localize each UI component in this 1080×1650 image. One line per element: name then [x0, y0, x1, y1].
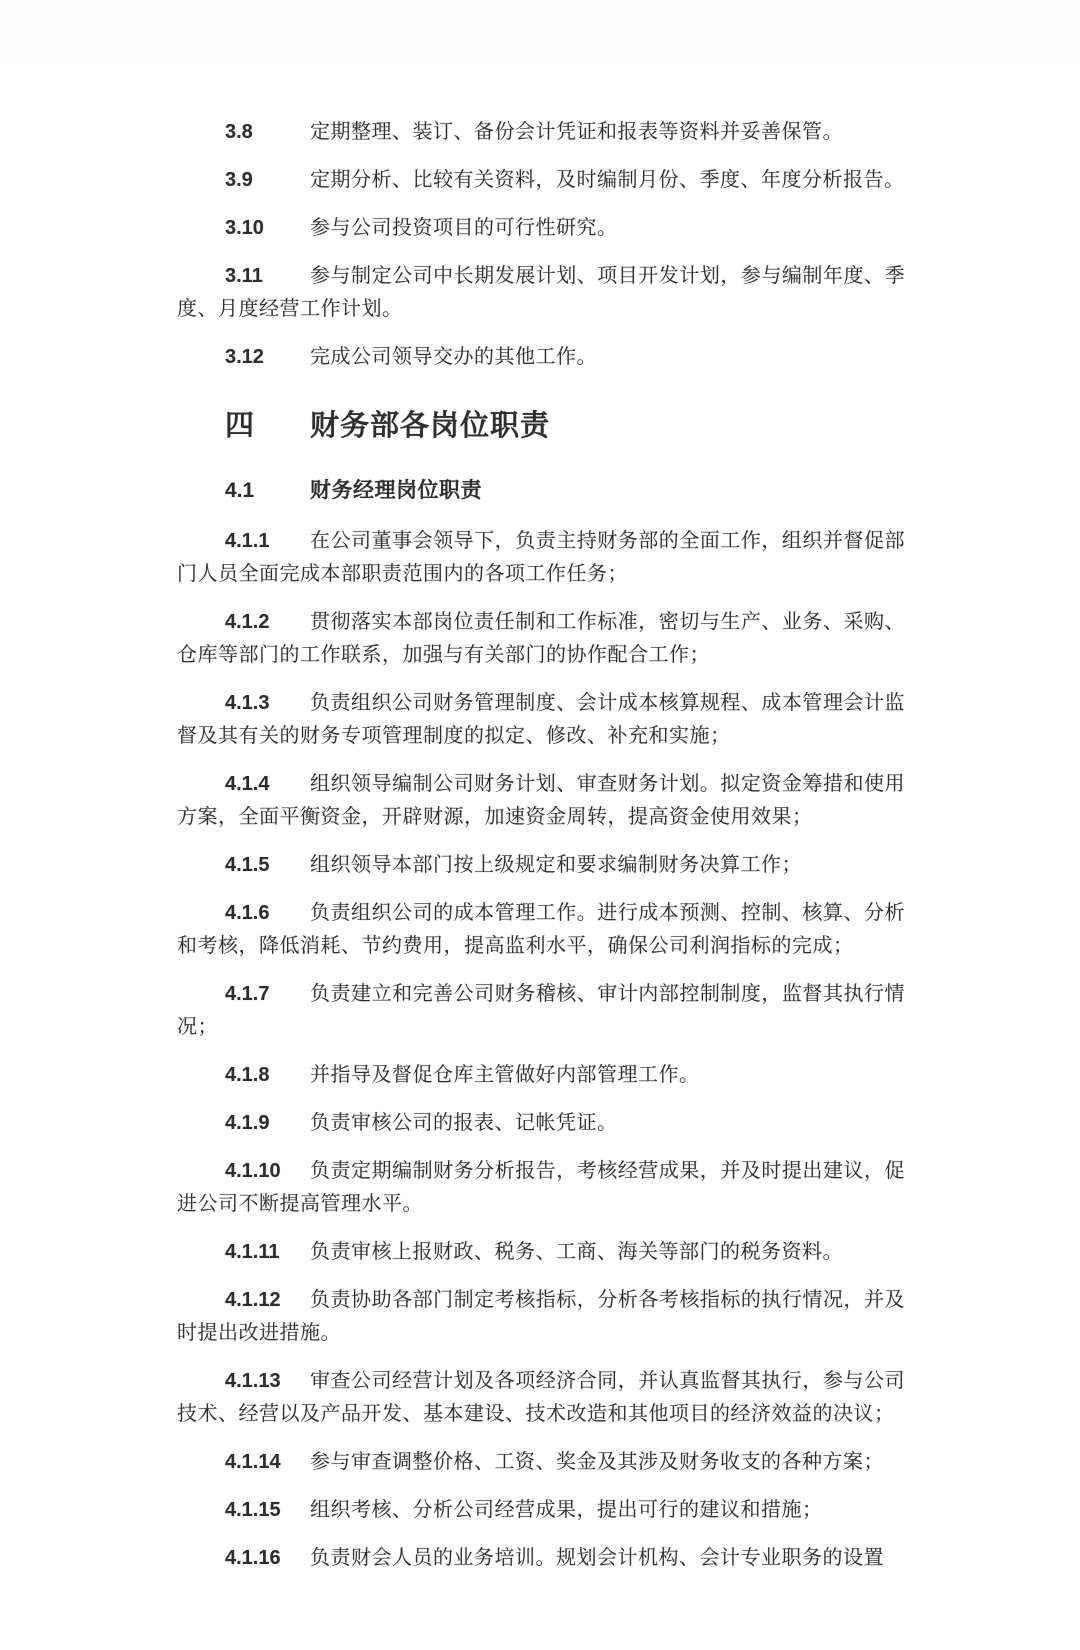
clause-paragraph: [177, 260, 905, 326]
clause-number: 4.1.1: [225, 530, 270, 552]
clause-paragraph: [177, 341, 905, 374]
clause-text: 负责组织公司的成本管理工作。进行成本预测、控制、核算、分析和考核，降低消耗、节约费用，提高监利水平，确保公司利润指标的完成；: [177, 902, 905, 957]
clause-paragraph: [177, 1446, 905, 1479]
clause-text: 组织领导本部门按上级规定和要求编制财务决算工作；: [310, 854, 802, 876]
clause-text: 参与审查调整价格、工资、奖金及其涉及财务收支的各种方案；: [310, 1451, 884, 1473]
clause-text: 负责协助各部门制定考核指标，分析各考核指标的执行情况，并及时提出改进措施。: [177, 1289, 905, 1344]
clause-paragraph: [177, 1107, 905, 1140]
clause-paragraph: [177, 1284, 905, 1350]
clause-paragraph: [177, 1494, 905, 1527]
clause-number: 4.1.6: [225, 902, 270, 924]
clause-number: 3.12: [225, 346, 264, 368]
subsection-number: 4.1: [225, 479, 255, 502]
clause-number: 4.1.8: [225, 1064, 270, 1086]
clause-number: 4.1.3: [225, 692, 270, 714]
clause-text: 负责审核上报财政、税务、工商、海关等部门的税务资料。: [310, 1241, 843, 1263]
clause-text: 负责定期编制财务分析报告，考核经营成果，并及时提出建议，促进公司不断提高管理水平。: [177, 1160, 905, 1215]
clause-paragraph: [177, 768, 905, 834]
clause-number: 4.1.12: [225, 1289, 281, 1311]
clause-paragraph: [177, 1236, 905, 1269]
clause-number: 4.1.14: [225, 1451, 281, 1473]
clause-text: 负责审核公司的报表、记帐凭证。: [310, 1112, 618, 1134]
clause-text: 参与制定公司中长期发展计划、项目开发计划，参与编制年度、季度、月度经营工作计划。: [177, 265, 905, 320]
clause-paragraph: [177, 897, 905, 963]
clause-text: 在公司董事会领导下，负责主持财务部的全面工作，组织并督促部门人员全面完成本部职责范围内的各项工作任务；: [177, 530, 905, 585]
clause-number: 4.1.11: [225, 1241, 280, 1263]
clause-number: 3.9: [225, 169, 253, 191]
clause-paragraph: [177, 606, 905, 672]
subsection-title: 财务经理岗位职责: [310, 478, 482, 502]
clause-text: 负责组织公司财务管理制度、会计成本核算规程、成本管理会计监督及其有关的财务专项管理制度的拟定、修改、补充和实施；: [177, 692, 905, 747]
clause-paragraph: [177, 1059, 905, 1092]
clause-paragraph: [177, 212, 905, 245]
clause-number: 4.1.10: [225, 1160, 281, 1182]
clause-text: 负责财会人员的业务培训。规划会计机构、会计专业职务的设置: [310, 1547, 884, 1569]
clause-text: 贯彻落实本部岗位责任制和工作标准，密切与生产、业务、采购、仓库等部门的工作联系，加强与有关部门的协作配合工作；: [177, 611, 905, 666]
clause-number: 3.11: [225, 265, 263, 287]
clause-text: 定期整理、装订、备份会计凭证和报表等资料并妥善保管。: [310, 121, 843, 143]
clause-text: 审查公司经营计划及各项经济合同，并认真监督其执行，参与公司技术、经营以及产品开发、基本建设、技术改造和其他项目的经济效益的决议；: [177, 1370, 905, 1425]
clause-paragraph: [177, 1542, 905, 1575]
section-title: 财务部各岗位职责: [310, 410, 551, 442]
clause-text: 完成公司领导交办的其他工作。: [310, 346, 597, 368]
clause-number: 4.1.2: [225, 611, 270, 633]
clause-paragraph: [177, 1365, 905, 1431]
clause-text: 组织考核、分析公司经营成果，提出可行的建议和措施；: [310, 1499, 823, 1521]
clause-number: 4.1.13: [225, 1370, 281, 1392]
clause-text: 并指导及督促仓库主管做好内部管理工作。: [310, 1064, 700, 1086]
clause-paragraph: [177, 525, 905, 591]
clause-paragraph: [177, 978, 905, 1044]
clause-number: 4.1.5: [225, 854, 270, 876]
clause-paragraph: [177, 1155, 905, 1221]
clause-number: 4.1.16: [225, 1547, 281, 1569]
clause-text: 组织领导编制公司财务计划、审查财务计划。拟定资金筹措和使用方案，全面平衡资金，开辟财源，加速资金周转，提高资金使用效果；: [177, 773, 905, 828]
clause-paragraph: [177, 116, 905, 149]
clause-number: 4.1.15: [225, 1499, 281, 1521]
clause-paragraph: [177, 849, 905, 882]
clause-paragraph: [177, 164, 905, 197]
document-body: [177, 116, 905, 1575]
clause-text: 定期分析、比较有关资料，及时编制月份、季度、年度分析报告。: [310, 169, 905, 191]
clause-number: 4.1.7: [225, 983, 270, 1005]
clause-paragraph: [177, 687, 905, 753]
clause-number: 3.10: [225, 217, 264, 239]
clause-number: 4.1.4: [225, 773, 270, 795]
clause-text: 负责建立和完善公司财务稽核、审计内部控制制度，监督其执行情况；: [177, 983, 905, 1038]
section-heading: [177, 406, 905, 446]
clause-number: 3.8: [225, 121, 253, 143]
clause-number: 4.1.9: [225, 1112, 270, 1134]
subsection-heading: [177, 474, 905, 507]
section-number: 四: [225, 410, 255, 442]
clause-text: 参与公司投资项目的可行性研究。: [310, 217, 618, 239]
